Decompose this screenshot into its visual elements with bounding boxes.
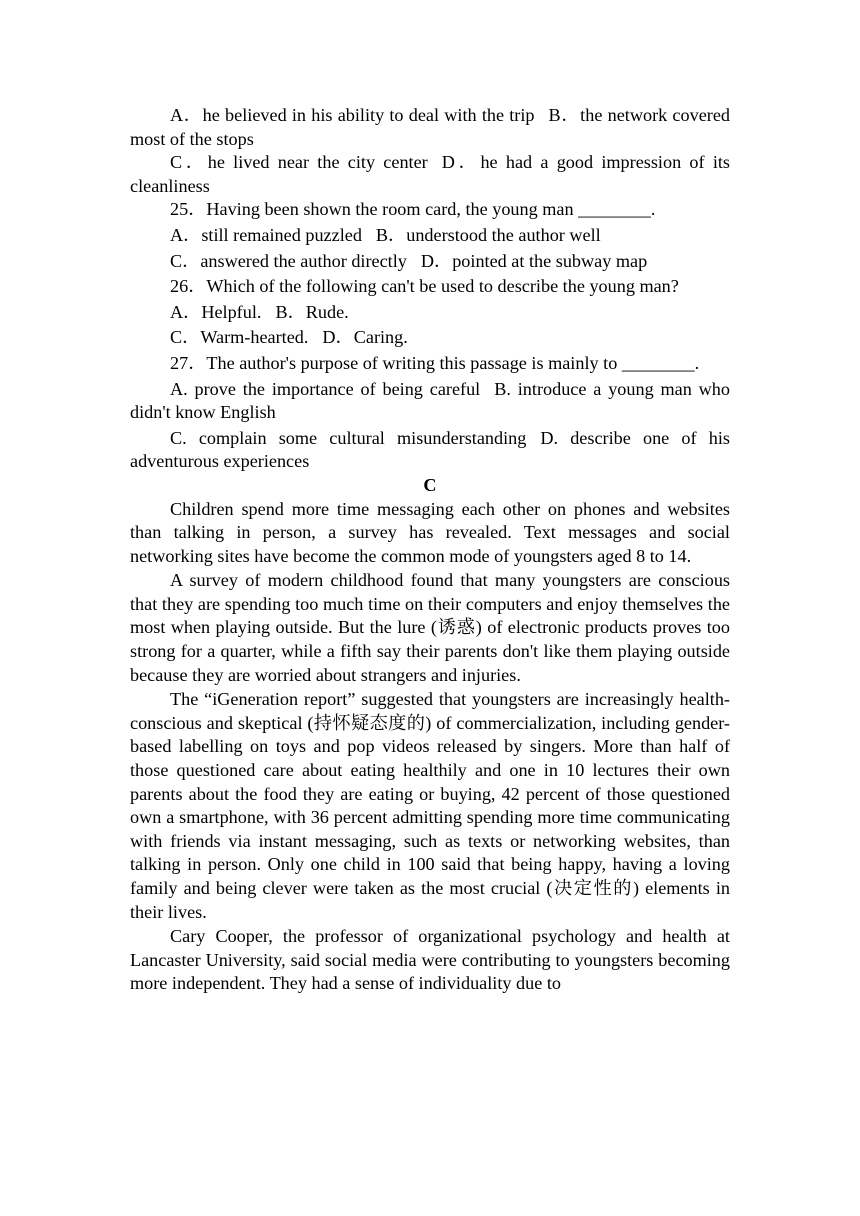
question-26-options-cd: [130, 326, 730, 350]
q25-option-c: C．answered the author directly: [170, 250, 407, 271]
q26-option-d: D．Caring.: [322, 327, 408, 348]
q27-option-b: B. introduce a young man who didn't know English: [130, 378, 730, 423]
q24-option-a: A．he believed in his ability to deal with the trip: [170, 105, 535, 125]
passage-c-paragraph-4: Cary Cooper, the professor of organizational psychology and health at Lancaster University, said social media were contributing to youngsters becoming more independent. They had a sense of individuality due to: [130, 926, 730, 994]
question-25-options-ab: [130, 224, 730, 248]
q26-option-c: C．Warm-hearted.: [170, 327, 309, 348]
question-24-options-ab: [130, 104, 730, 151]
section-heading-c: C: [423, 474, 437, 495]
q27-option-d: D. describe one of his adventurous experiences: [130, 427, 730, 472]
question-26-stem: 26．Which of the following can't be used to describe the young man?: [170, 276, 679, 297]
q27-option-a: A. prove the importance of being careful: [170, 378, 481, 399]
document-page: [130, 104, 730, 996]
passage-c-paragraph-1: Children spend more time messaging each other on phones and websites than talking in person, a survey has revealed. Text messages and social networking sites have become the common mode of youngsters aged 8 to 14.: [130, 498, 730, 566]
question-27-stem: 27．The author's purpose of writing this passage is mainly to ________.: [170, 352, 700, 373]
q26-option-b: B．Rude.: [275, 301, 349, 322]
question-24-options-cd: [130, 151, 730, 198]
q24-option-c: C．he lived near the city center: [170, 152, 428, 173]
question-26-options-ab: [130, 301, 730, 325]
q26-option-a: A．Helpful.: [170, 301, 262, 322]
q25-option-d: D．pointed at the subway map: [420, 250, 648, 271]
q24-option-d: D．he had a good impression of its cleanliness: [130, 152, 730, 196]
q25-option-b: B．understood the author well: [375, 224, 601, 245]
question-27-options-cd: [130, 427, 730, 474]
q27-option-c: C. complain some cultural misunderstanding: [170, 427, 527, 448]
question-27-options-ab: [130, 378, 730, 425]
question-25-options-cd: [130, 250, 730, 274]
question-25-stem: 25．Having been shown the room card, the young man ________.: [170, 199, 656, 220]
q24-option-b: B．the network covered most of the stops: [130, 105, 730, 149]
passage-c-paragraph-3: The “iGeneration report” suggested that youngsters are increasingly health-conscious and skeptical (持怀疑态度的) of commercialization, including gender-based labelling on toys and pop videos released by singers. More than half of those questioned care about eating healthily and one in 10 lectures their own parents about the food they are eating or buying, 42 percent of those questioned own a smartphone, with 36 percent admitting spending more time communicating with friends via instant messaging, such as texts or networking websites, than talking in person. Only one child in 100 said that being happy, having a loving family and being clever were taken as the most crucial (决定性的) elements in their lives.: [130, 689, 730, 922]
passage-c-paragraph-2: A survey of modern childhood found that many youngsters are conscious that they are spending too much time on their computers and enjoy themselves the most when playing outside. But the lure (诱惑) of electronic products proves too strong for a quarter, while a fifth say their parents don't like them playing outside because they are worried about strangers and injuries.: [130, 570, 730, 685]
q25-option-a: A．still remained puzzled: [170, 224, 362, 245]
